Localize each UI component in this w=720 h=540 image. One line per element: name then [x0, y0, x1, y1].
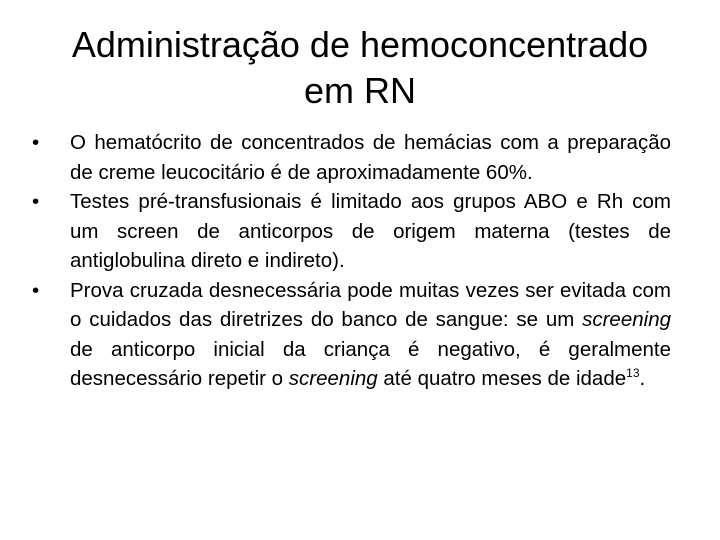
slide-title-line-2: em RN	[303, 70, 416, 111]
bullet-icon: •	[32, 131, 40, 154]
slide-title-line-1: Administração de hemoconcentrado	[71, 24, 649, 65]
bullet-icon: •	[32, 278, 40, 302]
bullet-item-2	[30, 187, 671, 276]
bullet-text	[70, 279, 671, 391]
bullet-text-italic-1: screening	[582, 308, 671, 331]
bullet-icon: •	[32, 190, 40, 213]
reference-superscript: 13	[626, 366, 640, 381]
bullet-item-1	[30, 128, 671, 187]
bullet-text: Testes pré-transfusionais é limitado aos grupos ABO e Rh com um screen de anticorpos de origem materna (testes de antiglobulina direto e indireto).	[70, 190, 671, 272]
bullet-text-italic-2: screening	[288, 367, 378, 390]
bullet-item-3	[30, 276, 671, 394]
bullet-text: O hematócrito de concentrados de hemácias com a preparação de creme leucocitário é de aproximadamente 60%.	[70, 131, 671, 184]
bullet-list	[30, 128, 671, 394]
slide-title	[50, 22, 670, 114]
bullet-text-part-1: Prova cruzada desnecessária pode muitas vezes ser evitada com o cuidados das diretrizes do banco de sangue: se um	[70, 278, 671, 331]
bullet-text-part-2: de anticorpo inicial da criança é negativo, é geralmente desnecessário repetir o	[70, 337, 671, 390]
bullet-text-part-3: até quatro meses de idade	[377, 367, 627, 390]
bullet-text-part-4: .	[639, 367, 646, 390]
